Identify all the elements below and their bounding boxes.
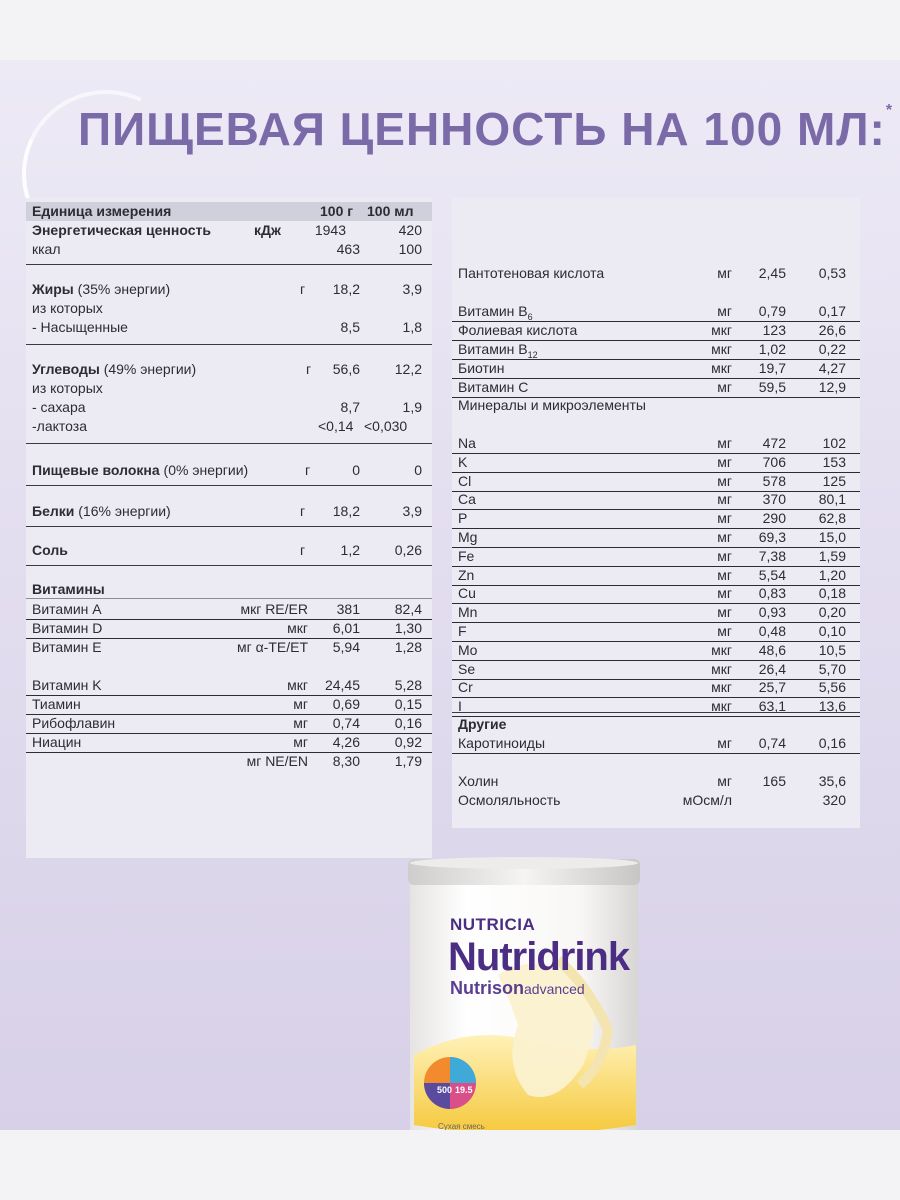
row-unit: мкг <box>711 341 732 357</box>
saturated-row: - Насыщенные 8,5 1,8 <box>32 319 422 335</box>
sugars-row: - сахара 8,7 1,9 <box>32 399 422 415</box>
row-unit: мкг <box>711 660 732 677</box>
nutrition-card <box>0 60 900 1130</box>
value-100g: 370 <box>762 491 786 508</box>
value-100ml: 5,28 <box>394 677 422 693</box>
other-row <box>452 791 860 810</box>
value-100ml: 62,8 <box>818 510 846 527</box>
brand-logo: NUTRICIA <box>450 915 536 934</box>
protein-badge: 19.5 <box>455 1085 473 1095</box>
row-unit: мкг <box>287 620 308 636</box>
value-100ml: 1,30 <box>394 620 422 636</box>
value-100ml: 153 <box>822 453 846 470</box>
row-label: I <box>458 698 462 715</box>
row-label: Пантотеновая кислота <box>458 265 605 281</box>
row-label: Mo <box>458 641 478 658</box>
mineral-row <box>452 547 860 567</box>
value-100ml: 0,18 <box>818 585 846 602</box>
section-divider <box>26 565 432 566</box>
mineral-row <box>452 434 860 454</box>
product-subname: Nutrisonadvanced <box>450 978 585 998</box>
row-label: Осмоляльность <box>458 792 561 808</box>
value-100ml: 13,6 <box>818 698 846 715</box>
value-100g: 165 <box>762 773 786 789</box>
row-label: Биотин <box>458 360 505 376</box>
row-unit: мг <box>293 696 308 712</box>
left-nutrition-table <box>26 198 432 858</box>
value-100g: 381 <box>336 601 360 617</box>
row-label: Se <box>458 660 476 677</box>
row-unit: мОсм/л <box>682 792 732 808</box>
value-100ml: 0,16 <box>818 735 846 751</box>
row-label: Витамин D <box>32 620 103 636</box>
row-label: Рибофлавин <box>32 715 116 731</box>
page-title: ПИЩЕВАЯ ЦЕННОСТЬ НА 100 МЛ:* <box>78 102 894 155</box>
value-100ml: 0,20 <box>818 604 846 621</box>
row-unit: мг <box>717 623 732 639</box>
row-unit: мг <box>717 735 732 751</box>
value-100ml: 4,27 <box>818 360 846 376</box>
vitamin-row <box>452 264 860 283</box>
row-label: Витамин A <box>32 601 102 617</box>
value-100ml: 26,6 <box>818 322 846 338</box>
vitamin-row <box>452 321 860 341</box>
row-label: Витамин C <box>458 379 529 395</box>
vitamin-row <box>26 733 432 753</box>
row-label: Фолиевая кислота <box>458 322 578 338</box>
value-100ml: 0,53 <box>818 265 846 281</box>
row-unit: мг <box>293 734 308 750</box>
value-100ml: 12,9 <box>818 379 846 395</box>
row-label: F <box>458 623 467 639</box>
value-100g: 5,94 <box>332 639 360 655</box>
row-label: Холин <box>458 773 499 789</box>
value-100g: 7,38 <box>758 547 786 564</box>
fats-row: Жиры (35% энергии) г 18,2 3,9 <box>32 281 422 297</box>
other-row <box>452 772 860 791</box>
vitamin-row <box>26 676 432 696</box>
row-label: Витамин $B_{12}$ <box>458 341 538 360</box>
fats-sub-row: из которых <box>32 300 103 316</box>
kcal-row: ккал 463 100 <box>32 241 422 257</box>
row-label: K <box>458 453 468 470</box>
value-100g: 578 <box>762 472 786 489</box>
vitamin-row <box>452 378 860 398</box>
value-100ml: 35,6 <box>818 773 846 789</box>
vitamin-row <box>452 359 860 379</box>
row-label: Cl <box>458 472 472 489</box>
row-unit: мкг <box>711 322 732 338</box>
row-unit: мг <box>717 453 732 470</box>
row-unit: мкг <box>711 698 732 715</box>
protein-row: Белки (16% энергии) г 18,2 3,9 <box>32 503 422 519</box>
value-100g: 290 <box>762 510 786 527</box>
mineral-row <box>452 566 860 586</box>
bottom-margin <box>0 1130 900 1200</box>
value-100g: 69,3 <box>758 529 786 545</box>
mineral-row <box>452 584 860 604</box>
section-divider <box>26 526 432 527</box>
fiber-row: Пищевые волокна (0% энергии) г 0 0 <box>32 462 422 478</box>
row-unit: мг <box>717 566 732 583</box>
vitamin-row <box>26 619 432 639</box>
value-100ml: 1,20 <box>818 566 846 583</box>
row-divider <box>26 598 432 599</box>
value-100ml: 0,15 <box>394 696 422 712</box>
salt-row: Соль г 1,2 0,26 <box>32 542 422 558</box>
row-label: Fe <box>458 547 475 564</box>
value-100ml: 5,56 <box>818 679 846 696</box>
section-divider <box>26 264 432 265</box>
value-100g: 48,6 <box>758 641 786 658</box>
subscript: 12 <box>527 349 538 360</box>
section-divider <box>452 712 860 713</box>
value-100g: 706 <box>762 453 786 470</box>
value-100ml: 0,22 <box>818 341 846 357</box>
value-100ml: 125 <box>822 472 846 489</box>
value-100g: 8,30 <box>332 753 360 769</box>
value-100ml: 1,59 <box>818 547 846 564</box>
table-header-row: Единица измерения 100 г 100 мл <box>26 202 432 221</box>
other-heading: Другие <box>458 716 507 732</box>
mineral-row <box>452 603 860 623</box>
vitamin-row <box>452 340 860 360</box>
row-unit: мкг <box>711 360 732 376</box>
value-100g: 24,45 <box>324 677 360 693</box>
value-100g: 26,4 <box>758 660 786 677</box>
row-label: Na <box>458 435 476 451</box>
row-label: Витамин K <box>32 677 102 693</box>
product-name: Nutridrink <box>448 935 630 979</box>
vitamin-row <box>26 714 432 734</box>
value-100ml: 0,17 <box>818 303 846 319</box>
row-unit: мг <box>717 435 732 451</box>
vitamin-row <box>452 302 860 322</box>
row-unit: мг <box>717 265 732 281</box>
row-unit: мкг <box>711 641 732 658</box>
value-100ml: 320 <box>822 792 846 808</box>
row-unit: мкг <box>287 677 308 693</box>
value-100g: 4,26 <box>332 734 360 750</box>
mineral-row <box>452 509 860 529</box>
row-unit: мг <box>717 547 732 564</box>
value-100g: 1,02 <box>758 341 786 357</box>
value-100ml: 0,92 <box>394 734 422 750</box>
row-label: Cu <box>458 585 476 602</box>
row-label: Mg <box>458 529 478 545</box>
mineral-row <box>452 660 860 680</box>
value-100g: 0,48 <box>758 623 786 639</box>
energy-badge: 500 <box>437 1085 453 1095</box>
value-100g: 0,79 <box>758 303 786 319</box>
value-100g: 19,7 <box>758 360 786 376</box>
value-100g: 123 <box>762 322 786 338</box>
subscript: 6 <box>527 311 533 322</box>
row-label: Тиамин <box>32 696 81 712</box>
row-label: Витамин $B_6$ <box>458 303 533 322</box>
vitamin-row <box>26 752 432 771</box>
value-100ml: 0,16 <box>394 715 422 731</box>
vitamin-row <box>26 600 432 620</box>
value-100ml: 82,4 <box>394 601 422 617</box>
row-unit: мг <box>717 585 732 602</box>
row-label: Zn <box>458 566 475 583</box>
row-label: Cr <box>458 679 473 696</box>
energy-row: Энергетическая ценность кДж 1943 420 <box>32 222 422 238</box>
row-label: P <box>458 510 468 527</box>
row-label: Каротиноиды <box>458 735 546 751</box>
row-unit: мг <box>717 604 732 621</box>
value-100g: 472 <box>762 435 786 451</box>
vitamins-heading: Витамины <box>32 581 105 597</box>
mineral-row <box>452 622 860 642</box>
row-unit: мг <box>717 529 732 545</box>
row-unit: мг <box>717 773 732 789</box>
mineral-row <box>452 528 860 548</box>
value-100g: 5,54 <box>758 566 786 583</box>
mineral-row <box>452 472 860 492</box>
lactose-row: -лактоза <0,14 <0,030 <box>32 418 408 434</box>
row-unit: мг <box>717 472 732 489</box>
minerals-heading: Минералы и микроэлементы <box>458 397 646 413</box>
value-100ml: 80,1 <box>818 491 846 508</box>
row-unit: мг NE/EN <box>246 753 308 769</box>
value-100ml: 0,10 <box>818 623 846 639</box>
row-unit: мг <box>717 303 732 319</box>
value-100g: 25,7 <box>758 679 786 696</box>
value-100g: 2,45 <box>758 265 786 281</box>
value-100g: 0,83 <box>758 585 786 602</box>
product-caption: Сухая смесь <box>438 1122 485 1130</box>
value-100g: 6,01 <box>332 620 360 636</box>
row-label: Ca <box>458 491 476 508</box>
row-unit: мкг RE/ER <box>240 601 308 617</box>
value-100ml: 10,5 <box>818 641 846 658</box>
value-100g: 59,5 <box>758 379 786 395</box>
section-divider <box>26 443 432 444</box>
value-100g: 63,1 <box>758 698 786 715</box>
value-100ml: 1,28 <box>394 639 422 655</box>
value-100g: 0,69 <box>332 696 360 712</box>
row-unit: мг <box>717 379 732 395</box>
row-label: Ниацин <box>32 734 82 750</box>
vitamin-row <box>26 695 432 715</box>
row-label: Витамин E <box>32 639 102 655</box>
right-nutrition-table <box>452 198 860 828</box>
mineral-row <box>452 490 860 510</box>
row-unit: мг <box>717 510 732 527</box>
section-divider <box>26 485 432 486</box>
value-100ml: 15,0 <box>818 529 846 545</box>
row-unit: мг α-TE/ET <box>236 639 308 655</box>
mineral-row <box>452 453 860 473</box>
value-100g: 0,74 <box>332 715 360 731</box>
value-100ml: 1,79 <box>394 753 422 769</box>
vitamin-row <box>26 638 432 657</box>
row-unit: мг <box>717 491 732 508</box>
mineral-row <box>452 641 860 661</box>
value-100g: 0,74 <box>758 735 786 751</box>
row-label: Mn <box>458 604 478 621</box>
value-100g: 0,93 <box>758 604 786 621</box>
carbs-row: Углеводы (49% энергии) г 56,6 12,2 <box>32 361 422 377</box>
mineral-row <box>452 678 860 698</box>
value-100ml: 102 <box>822 435 846 451</box>
row-unit: мкг <box>711 679 732 696</box>
row-unit: мг <box>293 715 308 731</box>
section-divider <box>26 344 432 345</box>
other-row <box>452 734 860 754</box>
carbs-sub-row: из которых <box>32 380 103 396</box>
value-100ml: 5,70 <box>818 660 846 677</box>
